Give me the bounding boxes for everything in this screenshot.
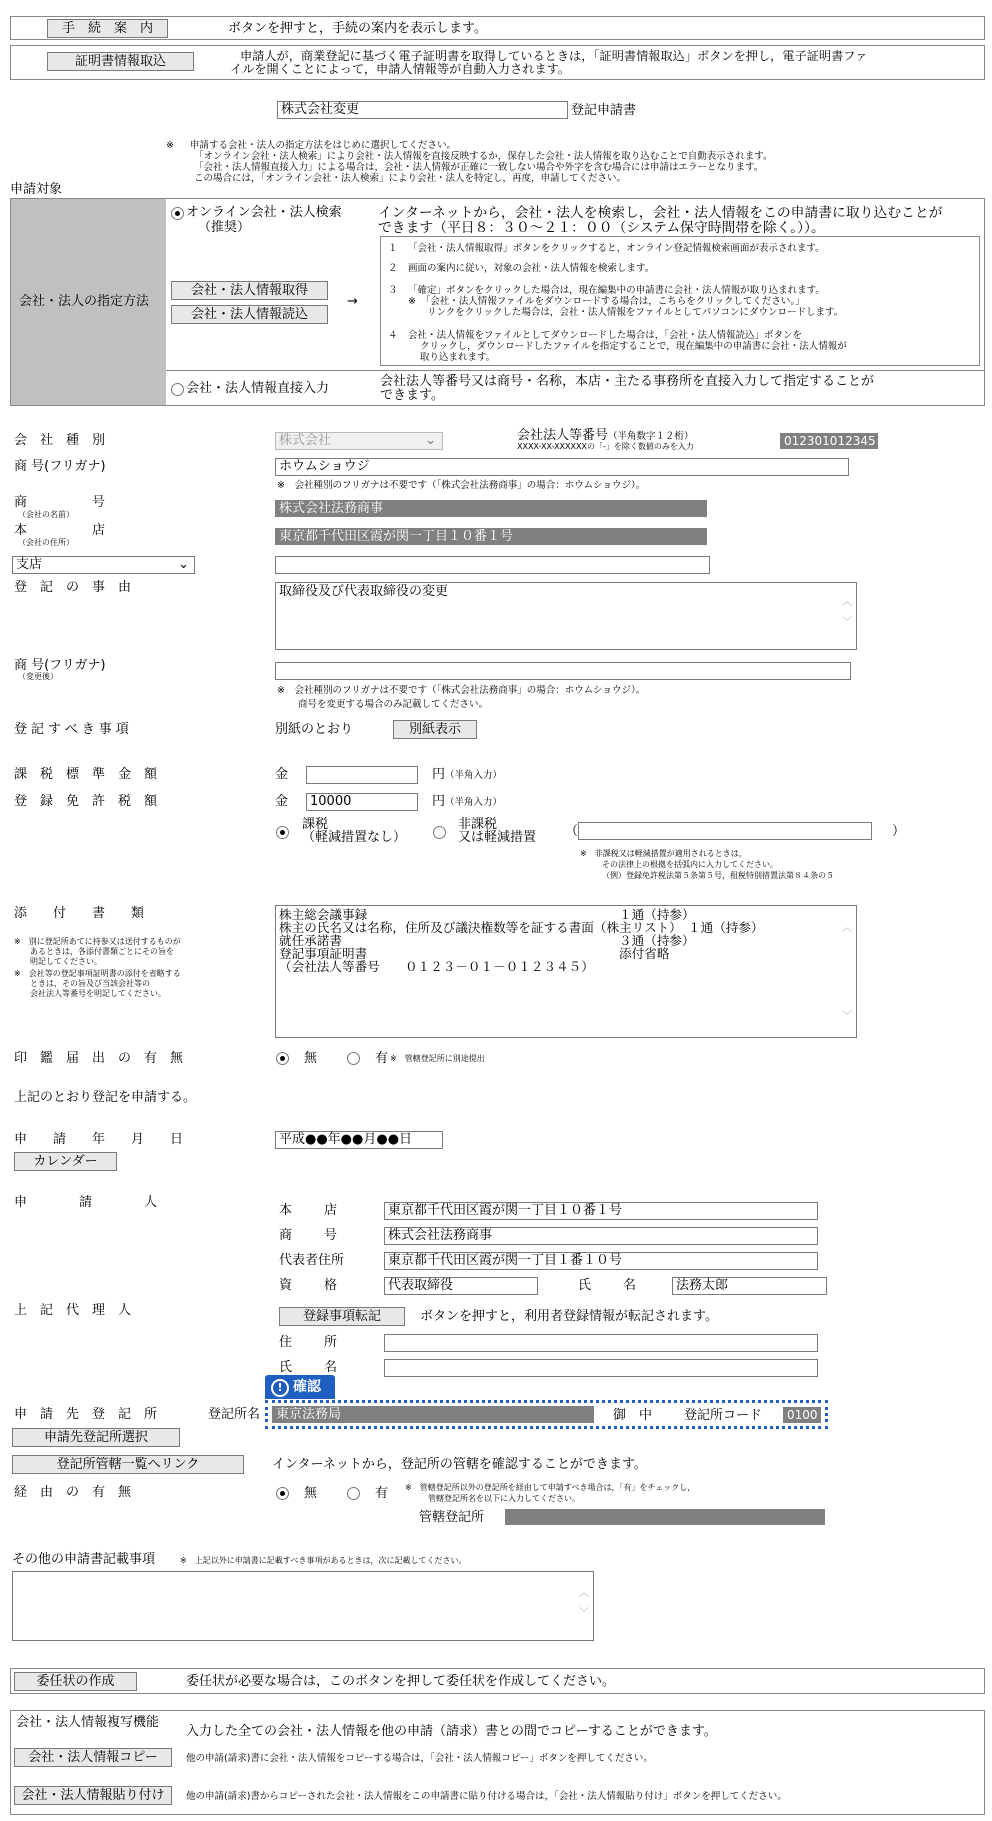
chevron-down-icon: ⌄ xyxy=(178,557,189,572)
branch-input[interactable] xyxy=(275,556,710,574)
taxable-radio[interactable] xyxy=(276,826,289,839)
nontaxable-label: 非課税 xyxy=(458,817,498,832)
tax-base-input[interactable] xyxy=(306,766,418,784)
step-text: 「確定」ボタンをクリックした場合は，現在編集中の申請書に会社・法人情報が取り込まれます。 xyxy=(408,285,825,296)
applicant-rep-input[interactable]: 東京都千代田区霞が関一丁目１番１０号 xyxy=(384,1252,818,1270)
applicant-name-label: 商 号 xyxy=(279,1228,340,1243)
option-direct-desc-1: 会社法人等番号又は商号・名称，本店・主たる事務所を直接入力して指定することが xyxy=(380,374,875,389)
confirm-badge xyxy=(265,1375,335,1399)
arrow-icon: → xyxy=(347,294,358,309)
other-note: ※ 上記以外に申請書に記載すべき事項があるときは，次に記載してください。 xyxy=(180,1556,467,1565)
seal-no-radio[interactable] xyxy=(276,1052,289,1065)
attach-note: ときは，その旨及び当該会社等の xyxy=(14,979,150,988)
seal-label: 印 鑑 届 出 の 有 無 xyxy=(14,1051,184,1066)
applicant-person-input[interactable]: 法務太郎 xyxy=(672,1277,827,1295)
via-note-1: ※ 管轄登記所以外の登記所を経由して申請すべき場合は，「有」をチェックし， xyxy=(405,1483,696,1492)
reason-textarea[interactable]: 取締役及び代表取締役の変更 xyxy=(275,582,857,650)
attach-label: 添 付 書 類 xyxy=(14,906,145,921)
scroll-arrows: ︿ xyxy=(842,923,852,934)
copy-title: 会社・法人情報複写機能 xyxy=(16,1715,160,1730)
calendar-button[interactable]: カレンダー xyxy=(14,1152,117,1171)
seal-no-label: 無 xyxy=(304,1051,318,1066)
agent-name-input[interactable] xyxy=(384,1359,818,1377)
company-type-select[interactable]: 株式会社 ⌄ xyxy=(275,432,443,450)
other-label: その他の申請書記載事項 xyxy=(12,1552,156,1567)
office-name-input: 東京法務局 xyxy=(272,1406,594,1423)
matters-label: 登記すべき事項 xyxy=(14,722,133,737)
scroll-arrows: ︿ ﹀ xyxy=(579,1588,589,1619)
reason-label: 登 記 の 事 由 xyxy=(14,580,132,595)
date-input[interactable]: 平成●●年●●月●●日 xyxy=(275,1131,443,1149)
tax-note-2: その法律上の根拠を括弧内に入力してください。 xyxy=(602,860,778,869)
attachment-view-button[interactable]: 別紙表示 xyxy=(393,720,477,739)
nontaxable-sub: 又は軽減措置 xyxy=(458,830,537,845)
seal-note: ※ 管轄登記所に別途提出 xyxy=(390,1054,485,1063)
copy-button-desc: 他の申請(請求)書に会社・法人情報をコピーする場合は，「会社・法人情報コピー」ボタンを押してください。 xyxy=(186,1753,653,1764)
register-transfer-button[interactable]: 登録事項転記 xyxy=(279,1307,405,1326)
office-code-label: 登記所コード xyxy=(684,1408,763,1423)
step-text: リンクをクリックした場合は，会社・法人情報をファイルとしてパソコンにダウンロードします。 xyxy=(408,307,844,318)
cert-desc-1: 申請人が，商業登記に基づく電子証明書を取得しているときは，「証明書情報取込」ボタンを押し，電子証明書ファ xyxy=(240,49,868,63)
copy-button[interactable]: 会社・法人情報コピー xyxy=(14,1748,172,1767)
taxable-sub: （軽減措置なし） xyxy=(302,830,407,845)
company-info-read-button[interactable]: 会社・法人情報読込 xyxy=(171,305,328,324)
applicant-label: 申 請 人 xyxy=(14,1195,158,1210)
step-num: ４ xyxy=(388,330,398,341)
paren-open: （ xyxy=(565,824,579,839)
option-direct-label: 会社・法人情報直接入力 xyxy=(186,381,330,396)
company-address-label: 本 店 xyxy=(14,523,106,538)
note-mark: ※ xyxy=(166,140,174,151)
kana-note: ※ 会社種別のフリガナは不要です（「株式会社法務商事」の場合：ホウムショウジ）。 xyxy=(277,480,646,491)
scroll-arrows: ︿ ﹀ xyxy=(842,597,852,628)
via-yes-label: 有 xyxy=(375,1486,389,1501)
note-line: 「オンライン会社・法人検索」により会社・法人情報を直接反映するか，保存した会社・法人情報を取り込むことで自動表示されます。 xyxy=(194,151,773,162)
alert-icon: ! xyxy=(271,1379,289,1397)
via-yes-radio[interactable] xyxy=(347,1487,360,1500)
company-number-label: 会社法人等番号（半角数字１２桁） xyxy=(517,428,694,443)
company-name-label: 商 号 xyxy=(14,495,106,510)
company-number-input: 012301012345 xyxy=(780,433,878,449)
tax-reason-input[interactable] xyxy=(578,822,872,840)
jurisdiction-input xyxy=(505,1509,825,1525)
applicant-hq-label: 本 店 xyxy=(279,1203,340,1218)
note-line: 「会社・法人情報直接入力」による場合は，会社・法人情報が正確に一致しない場合や外字を含む場合には申請はエラーとなります。 xyxy=(194,162,764,173)
paren-close: ） xyxy=(892,824,906,839)
option-direct-desc-2: できます。 xyxy=(380,388,444,403)
step-text: 画面の案内に従い，対象の会社・法人情報を検索します。 xyxy=(408,263,655,274)
office-name-label: 登記所名 xyxy=(208,1407,261,1422)
company-address-input: 東京都千代田区霞が関一丁目１０番１号 xyxy=(275,528,707,545)
company-address-sub: （会社の住所） xyxy=(18,538,74,547)
taxable-label: 課税 xyxy=(302,817,329,832)
target-section-label: 申請対象 xyxy=(10,182,63,197)
office-link-desc: インターネットから，登記所の管轄を確認することができます。 xyxy=(272,1457,647,1472)
matters-text: 別紙のとおり xyxy=(275,722,354,737)
applicant-qual-label: 資 格 xyxy=(279,1278,340,1293)
tax-base-yen: 円（半角入力） xyxy=(432,767,503,782)
office-label: 申 請 先 登 記 所 xyxy=(14,1407,158,1422)
step-text: 取り込まれます。 xyxy=(420,352,496,363)
step-num: １ xyxy=(388,243,398,254)
branch-select[interactable]: 支店 ⌄ xyxy=(12,556,195,574)
applicant-hq-input[interactable]: 東京都千代田区霞が関一丁目１０番１号 xyxy=(384,1202,818,1220)
jurisdiction-label: 管轄登記所 xyxy=(419,1510,485,1525)
note-line: 申請する会社・法人の指定方法をはじめに選択してください。 xyxy=(190,140,457,151)
option-online-sub: （推奨） xyxy=(198,220,251,235)
target-row-label: 会社・法人の指定方法 xyxy=(19,294,150,309)
note-line: この場合には，「オンライン会社・法人検索」により会社・法人を特定し，再度，申請してください。 xyxy=(194,173,626,184)
via-no-radio[interactable] xyxy=(276,1487,289,1500)
confirm-badge-label: 確認 xyxy=(293,1379,321,1395)
cert-import-button[interactable]: 証明書情報取込 xyxy=(47,52,194,71)
tax-base-label: 課 税 標 準 金 額 xyxy=(14,767,158,782)
attach-note: ※ 会社等の登記事項証明書の添付を省略する xyxy=(14,969,181,978)
company-number-hint: XXXX-XX-XXXXXXの「-」を除く数値のみを入力 xyxy=(517,442,694,451)
attach-line: 株主総会議事録 １通（持参） xyxy=(279,907,695,922)
copy-desc: 入力した全ての会社・法人情報を他の申請（請求）書との間でコピーすることができます。 xyxy=(186,1724,717,1739)
target-divider xyxy=(166,370,984,371)
other-textarea[interactable] xyxy=(12,1571,594,1641)
seal-yes-radio[interactable] xyxy=(347,1052,360,1065)
tax-note-3: （例）登録免許税法第５条第５号，租税特別措置法第８４条の５ xyxy=(602,871,834,880)
scroll-arrows: ﹀ xyxy=(842,1011,852,1022)
option-online-label: オンライン会社・法人検索 xyxy=(186,205,342,220)
proxy-create-button[interactable]: 委任状の作成 xyxy=(14,1672,137,1691)
office-code-input: 0100 xyxy=(783,1407,821,1423)
applicant-person-label: 氏 名 xyxy=(578,1278,639,1293)
via-label: 経 由 の 有 無 xyxy=(14,1485,132,1500)
paste-button[interactable]: 会社・法人情報貼り付け xyxy=(14,1786,172,1805)
attach-note: ※ 別に登記所あてに持参又は送付するものが xyxy=(14,937,181,946)
onchu-label: 御 中 xyxy=(613,1408,653,1423)
attach-line: 登記事項証明書 添付省略 xyxy=(279,946,670,961)
register-transfer-desc: ボタンを押すと，利用者登録情報が転記されます。 xyxy=(420,1309,718,1324)
chevron-down-icon: ⌄ xyxy=(425,433,436,448)
attach-note: 会社法人等番号を明記してください。 xyxy=(14,989,166,998)
step-text: クリックし，ダウンロードしたファイルを指定することで，現在編集中の申請書に会社・法人情報が xyxy=(420,341,847,352)
via-no-label: 無 xyxy=(304,1486,318,1501)
new-kana-note-1: ※ 会社種別のフリガナは不要です（「株式会社法務商事」の場合：ホウムショウジ）。 xyxy=(277,685,646,696)
reg-tax-kin: 金 xyxy=(275,794,289,809)
step-text[interactable]: ※ 「会社・法人情報ファイルをダウンロードする場合は，こちらをクリックしてください。」 xyxy=(408,296,805,307)
agent-name-label: 氏 名 xyxy=(279,1360,340,1375)
paste-button-desc: 他の申請(請求)書からコピーされた会社・法人情報をこの申請書に貼り付ける場合は，「会社・法人情報貼り付け」ボタンを押してください。 xyxy=(186,1791,787,1802)
tax-base-kin: 金 xyxy=(275,767,289,782)
declaration-text: 上記のとおり登記を申請する。 xyxy=(14,1090,197,1105)
procedure-button[interactable]: 手 続 案 内 xyxy=(47,19,168,38)
kana-label: 商 号(フリガナ) xyxy=(14,459,106,474)
company-info-get-button[interactable]: 会社・法人情報取得 xyxy=(171,281,328,300)
attach-line: 株主の氏名又は名称，住所及び議決権数等を証する書面（株主リスト） １通（持参） xyxy=(279,920,764,935)
company-name-sub: （会社の名前） xyxy=(18,510,74,519)
application-title-input[interactable]: 株式会社変更 xyxy=(277,101,568,119)
applicant-name-input[interactable]: 株式会社法務商事 xyxy=(384,1227,818,1245)
procedure-desc: ボタンを押すと，手続の案内を表示します。 xyxy=(228,21,487,36)
step-text: 「会社・法人情報取得」ボタンをクリックすると，オンライン登記情報検索画面が表示されます。 xyxy=(408,243,825,254)
tax-note-1: ※ 非課税又は軽減措置が適用されるときは， xyxy=(580,849,747,858)
step-text: 会社・法人情報をファイルとしてダウンロードした場合は，「会社・法人情報読込」ボタンを xyxy=(408,330,803,341)
reg-tax-input[interactable]: 10000 xyxy=(306,793,418,811)
kana-input[interactable]: ホウムショウジ xyxy=(275,458,849,476)
new-kana-input[interactable] xyxy=(275,662,851,680)
agent-label: 上 記 代 理 人 xyxy=(14,1303,132,1318)
attach-note: あるときは，各添付書類ごとにその旨を xyxy=(14,947,174,956)
attach-note: 明記してください。 xyxy=(14,957,102,966)
application-title-suffix: 登記申請書 xyxy=(571,103,637,118)
date-label: 申 請 年 月 日 xyxy=(14,1132,184,1147)
seal-yes-label: 有 xyxy=(375,1051,389,1066)
option-online-radio[interactable] xyxy=(171,207,184,220)
applicant-rep-label: 代表者住所 xyxy=(279,1253,345,1268)
cert-desc-2: イルを開くことによって，申請人情報等が自動入力されます。 xyxy=(230,62,571,76)
reg-tax-label: 登 録 免 許 税 額 xyxy=(14,794,158,809)
office-select-button[interactable]: 申請先登記所選択 xyxy=(12,1428,180,1447)
option-online-desc-1: インターネットから，会社・法人を検索し，会社・法人情報をこの申請書に取り込むことが xyxy=(378,205,943,221)
proxy-desc: 委任状が必要な場合は，このボタンを押して委任状を作成してください。 xyxy=(186,1674,616,1689)
agent-address-label: 住 所 xyxy=(279,1335,340,1350)
applicant-qual-input[interactable]: 代表取締役 xyxy=(384,1277,538,1295)
company-name-input: 株式会社法務商事 xyxy=(275,500,707,517)
via-note-2: 管轄登記所名を以下に入力してください。 xyxy=(428,1494,580,1503)
new-kana-note-2: 商号を変更する場合のみ記載してください。 xyxy=(298,699,489,710)
step-num: ３ xyxy=(388,285,398,296)
new-kana-label: 商 号(フリガナ) xyxy=(14,658,106,673)
company-type-label: 会 社 種 別 xyxy=(14,433,106,448)
option-online-desc-2: できます（平日８：３０～２１：００（システム保守時間帯を除く。））。 xyxy=(378,220,825,236)
attach-line: 就任承諾書 ３通（持参） xyxy=(279,933,695,948)
office-link-button[interactable]: 登記所管轄一覧へリンク xyxy=(12,1455,244,1474)
nontaxable-radio[interactable] xyxy=(433,826,446,839)
agent-address-input[interactable] xyxy=(384,1334,818,1352)
new-kana-sub: （変更後） xyxy=(18,672,58,681)
attach-line: （会社法人等番号 ０１２３－０１－０１２３４５） xyxy=(279,959,594,974)
step-num: ２ xyxy=(388,263,398,274)
option-direct-radio[interactable] xyxy=(171,383,184,396)
reg-tax-yen: 円（半角入力） xyxy=(432,794,503,809)
